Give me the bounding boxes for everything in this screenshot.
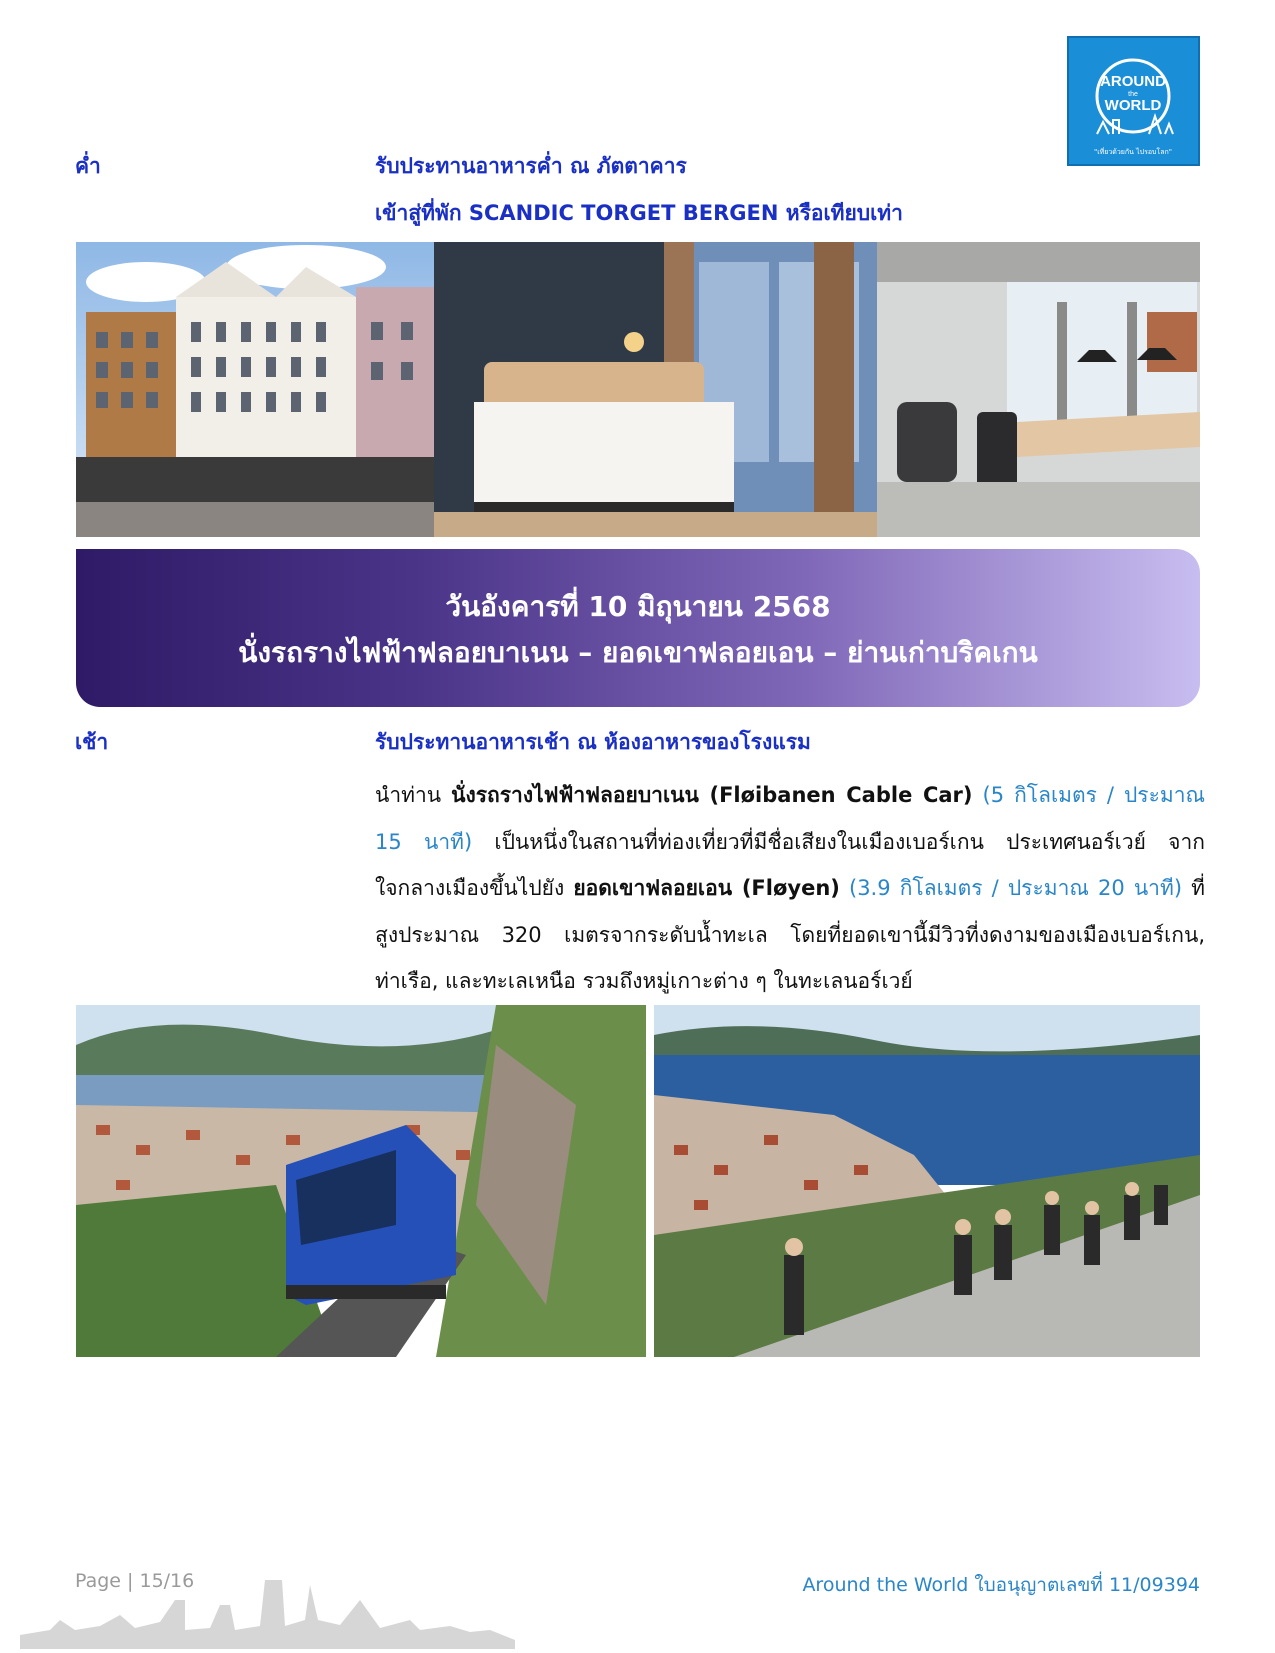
desc-floyen: ยอดเขาฟลอยเอน (Fløyen): [573, 876, 840, 900]
floibanen-description: [375, 772, 1205, 1005]
logo-line1: AROUND: [1100, 73, 1166, 90]
breakfast-title: รับประทานอาหารเช้า ณ ห้องอาหารของโรงแรม: [375, 730, 811, 754]
dinner-title: รับประทานอาหารค่ำ ณ ภัตตาคาร: [375, 154, 687, 178]
desc-distance-1: (5 กิโลเมตร / ประมาณ 15 นาที): [375, 783, 1205, 854]
day-banner: [76, 549, 1200, 707]
desc-end: ที่สูงประมาณ 320 เมตรจากระดับน้ำทะเล โดยที่ยอดเขานี้มีวิวที่งดงามของเมืองเบอร์เกน, ท่าเรือ, และทะเลเหนือ รวมถึงหมู่เกาะต่าง ๆ ในทะเลนอร์เวย์: [375, 876, 1205, 993]
desc-middle: เป็นหนึ่งในสถานที่ท่องเที่ยวที่มีชื่อเสียงในเมืองเบอร์เกน ประเทศนอร์เวย์ จากใจกลางเมืองขึ้นไปยัง: [375, 829, 1205, 900]
desc-distance-2: (3.9 กิโลเมตร / ประมาณ 20 นาที): [839, 876, 1183, 900]
banner-itinerary: นั่งรถรางไฟฟ้าฟลอยบาเนน – ยอดเขาฟลอยเอน – ย่านเก่าบริคเกน: [238, 636, 1038, 669]
floyen-viewpoint-photo: [654, 1005, 1200, 1357]
desc-cable-car: นั่งรถรางไฟฟ้าฟลอยบาเนน (Fløibanen Cable Car): [451, 783, 973, 807]
hotel-exterior-photo: [76, 242, 434, 537]
license-number: Around the World ใบอนุญาตเลขที่ 11/09394: [802, 1574, 1200, 1596]
funicular-photo: [76, 1005, 646, 1357]
logo-line3: WORLD: [1104, 97, 1162, 114]
desc-intro: นำท่าน: [375, 783, 452, 807]
hotel-lounge-photo: [877, 242, 1200, 537]
logo-tagline: "เที่ยวด้วยกัน ไปรอบโลก": [1094, 148, 1172, 156]
hotel-room-photo: [434, 242, 877, 537]
company-logo: [1067, 36, 1200, 166]
logo-line2: the: [1128, 91, 1138, 98]
dinner-label: ค่ำ: [75, 154, 101, 178]
banner-date: วันอังคารที่ 10 มิถุนายน 2568: [445, 590, 831, 623]
page-number: Page | 15/16: [75, 1570, 195, 1592]
hotel-title: เข้าสู่ที่พัก SCANDIC TORGET BERGEN หรือเทียบเท่า: [375, 201, 903, 225]
morning-label: เช้า: [75, 730, 109, 754]
